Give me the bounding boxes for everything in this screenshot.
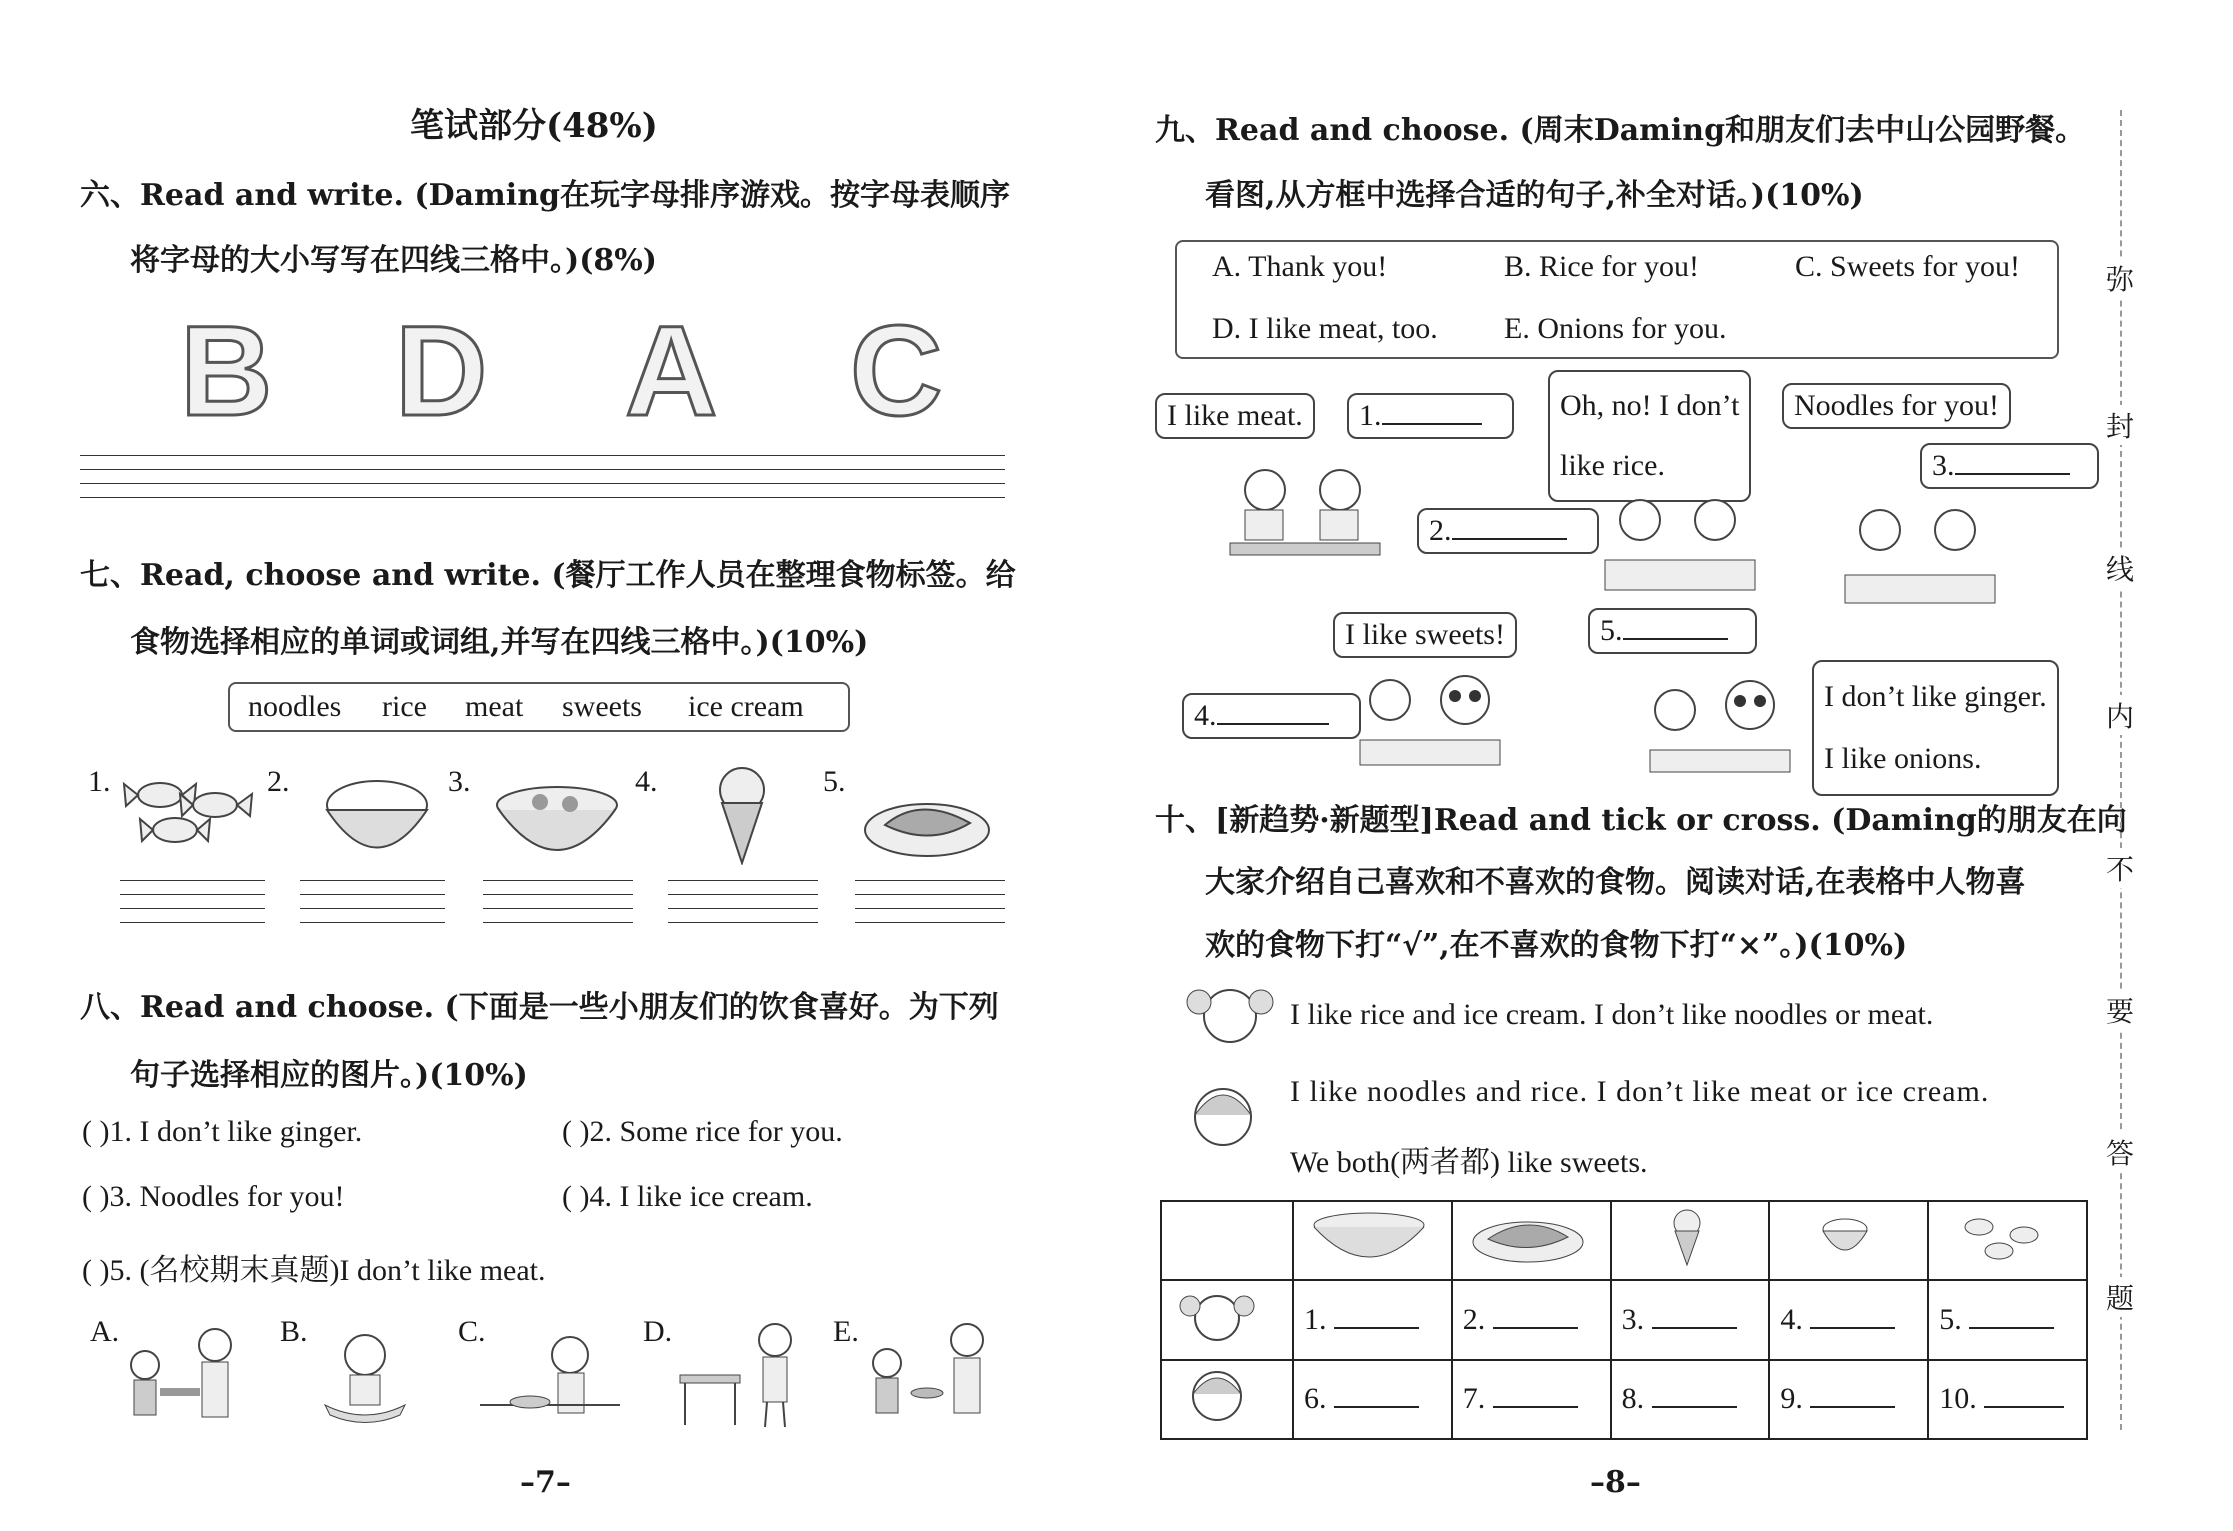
answer-table <box>1160 1200 2088 1440</box>
blank-1-label: 1. <box>1359 399 1382 432</box>
letter-cookies <box>170 300 990 430</box>
bubble-ginger-onions <box>1812 660 2059 796</box>
meat-icon <box>1463 1207 1593 1267</box>
choice-c: C. Sweets for you! <box>1795 250 2020 283</box>
bubble-oh-no-line2: like rice. <box>1560 449 1665 482</box>
q8-item-3[interactable]: ( )3. Noodles for you! <box>82 1180 345 1213</box>
word-rice: rice <box>382 690 427 723</box>
q7-num-5: 5. <box>823 765 846 798</box>
header-ice-cream <box>1611 1201 1770 1280</box>
q6-writing-lines[interactable] <box>80 455 1005 511</box>
seal-char-8: 题 <box>2106 1277 2134 1317</box>
girl-1-avatar <box>1185 978 1275 1048</box>
cell-4[interactable] <box>1769 1280 1928 1359</box>
bubble-noodles-for-you: Noodles for you! <box>1782 383 2011 429</box>
q8-item-2[interactable]: ( )2. Some rice for you. <box>562 1115 843 1148</box>
q8-option-a: A. <box>90 1315 120 1348</box>
q10-title: 十、[新趋势·新题型]Read and tick or cross. (Daming的朋友在向 <box>1155 803 2127 838</box>
page-heading: 笔试部分(48%) <box>410 106 658 146</box>
q7-num-3: 3. <box>448 765 471 798</box>
q10-instruction-2: 欢的食物下打“√”,在不喜欢的食物下打“×”。)(10%) <box>1205 928 1908 963</box>
letter-c: C <box>850 300 943 430</box>
q7-num-1: 1. <box>88 765 111 798</box>
q10-sentence-1: I like rice and ice cream. I don’t like noodles or meat. <box>1290 998 1934 1031</box>
seal-char-3: 线 <box>2106 548 2134 588</box>
word-sweets: sweets <box>562 690 642 723</box>
q8-option-e: E. <box>833 1315 859 1348</box>
letter-b: B <box>180 300 273 430</box>
q10-instruction-1: 大家介绍自己喜欢和不喜欢的食物。阅读对话,在表格中人物喜 <box>1205 865 2026 900</box>
meat-plate-icon <box>860 785 995 860</box>
cell-8[interactable] <box>1611 1360 1770 1439</box>
cell-10-label: 10. <box>1939 1382 1977 1416</box>
rice-bowl-icon <box>320 770 435 865</box>
cell-1[interactable] <box>1293 1280 1452 1359</box>
blank-4-label: 4. <box>1194 699 1217 732</box>
cell-7[interactable] <box>1452 1360 1611 1439</box>
bubble-blank-5[interactable] <box>1588 608 1757 654</box>
cell-1-label: 1. <box>1304 1302 1327 1336</box>
cell-5-label: 5. <box>1939 1302 1962 1336</box>
seal-char-1: 弥 <box>2106 258 2134 298</box>
bubble-blank-3[interactable] <box>1920 443 2099 489</box>
bubble-onions-line: I like onions. <box>1824 742 1982 775</box>
cell-9-label: 9. <box>1780 1382 1803 1416</box>
sweets-icon <box>1939 1207 2069 1267</box>
seal-char-5: 不 <box>2106 848 2134 888</box>
cell-3-label: 3. <box>1621 1302 1645 1336</box>
blank-5-label: 5. <box>1600 614 1623 647</box>
q8-option-b: B. <box>280 1315 308 1348</box>
choice-e: E. Onions for you. <box>1504 312 1727 345</box>
row1-avatar <box>1161 1280 1293 1359</box>
picture-b-icon <box>305 1320 425 1430</box>
q6-instruction: 将字母的大小写写在四线三格中。)(8%) <box>130 243 657 278</box>
q7-lines-2[interactable] <box>300 880 445 936</box>
picture-c-icon <box>470 1320 630 1430</box>
girl-2-avatar <box>1188 1075 1258 1160</box>
cell-2[interactable] <box>1452 1280 1611 1359</box>
q7-lines-3[interactable] <box>483 880 633 936</box>
seal-line <box>2120 110 2122 1430</box>
word-noodles: noodles <box>248 690 342 723</box>
noodles-icon <box>1304 1207 1434 1267</box>
choice-a: A. Thank you! <box>1212 250 1388 283</box>
q10-sentence-2: I like noodles and rice. I don’t like meat or ice cream. <box>1290 1075 1990 1108</box>
cell-6-label: 6. <box>1304 1382 1327 1416</box>
picture-e-icon <box>862 1318 1002 1428</box>
picture-a-icon <box>120 1320 250 1430</box>
header-meat <box>1452 1201 1611 1280</box>
q6-title: 六、Read and write. (Daming在玩字母排序游戏。按字母表顺序 <box>80 178 1010 213</box>
q8-item-4[interactable]: ( )4. I like ice cream. <box>562 1180 813 1213</box>
noodles-bowl-icon <box>490 780 625 870</box>
q8-item-5[interactable]: ( )5. (名校期末真题)I don’t like meat. <box>82 1254 546 1287</box>
bubble-blank-1[interactable] <box>1347 393 1514 439</box>
header-rice <box>1769 1201 1928 1280</box>
cell-3[interactable] <box>1611 1280 1770 1359</box>
q7-instruction: 食物选择相应的单词或词组,并写在四线三格中。)(10%) <box>130 625 869 660</box>
rice-icon <box>1780 1207 1910 1267</box>
bubble-i-like-meat: I like meat. <box>1155 393 1315 439</box>
q8-item-1[interactable]: ( )1. I don’t like ginger. <box>82 1115 363 1148</box>
q8-instruction: 句子选择相应的图片。)(10%) <box>130 1058 528 1093</box>
q9-instruction: 看图,从方框中选择合适的句子,补全对话。)(10%) <box>1205 178 1864 213</box>
sweets-icon <box>120 770 270 850</box>
seal-char-2: 封 <box>2106 405 2134 445</box>
cell-2-label: 2. <box>1462 1302 1486 1336</box>
cell-8-label: 8. <box>1621 1382 1645 1416</box>
q7-title: 七、Read, choose and write. (餐厅工作人员在整理食物标签。给 <box>80 558 1016 593</box>
word-box <box>228 682 850 732</box>
row2-avatar <box>1161 1360 1293 1439</box>
blank-3-label: 3. <box>1932 449 1955 482</box>
scene-3-icon <box>1840 500 2000 610</box>
scene-4-icon <box>1355 660 1505 770</box>
scene-5-icon <box>1645 665 1795 775</box>
bubble-oh-no <box>1548 370 1751 502</box>
header-sweets <box>1928 1201 2087 1280</box>
bubble-ginger-line: I don’t like ginger. <box>1824 680 2047 713</box>
bubble-blank-4[interactable] <box>1182 693 1361 739</box>
page-number-left: –7– <box>520 1465 571 1500</box>
scene-1-icon <box>1225 455 1385 565</box>
letter-d: D <box>395 300 488 430</box>
header-noodles <box>1293 1201 1452 1280</box>
word-meat: meat <box>465 690 524 723</box>
bubble-blank-2[interactable] <box>1417 508 1599 554</box>
table-corner <box>1161 1201 1293 1280</box>
bubble-i-like-sweets: I like sweets! <box>1333 612 1517 658</box>
q9-title: 九、Read and choose. (周末Daming和朋友们去中山公园野餐。 <box>1155 113 2086 148</box>
cell-4-label: 4. <box>1780 1302 1803 1336</box>
letter-a: A <box>625 300 718 430</box>
seal-char-4: 内 <box>2106 695 2134 735</box>
cell-10[interactable] <box>1928 1360 2087 1439</box>
blank-2-label: 2. <box>1429 514 1452 547</box>
q7-lines-5[interactable] <box>855 880 1005 936</box>
cell-6[interactable] <box>1293 1360 1452 1439</box>
q7-lines-1[interactable] <box>120 880 265 936</box>
picture-d-icon <box>675 1315 805 1430</box>
q8-title: 八、Read and choose. (下面是一些小朋友们的饮食喜好。为下列 <box>80 990 999 1025</box>
seal-char-6: 要 <box>2106 990 2134 1030</box>
choice-b: B. Rice for you! <box>1504 250 1699 283</box>
seal-char-7: 答 <box>2106 1132 2134 1172</box>
q8-option-d: D. <box>643 1315 673 1348</box>
ice-cream-icon <box>1622 1207 1752 1267</box>
choice-d: D. I like meat, too. <box>1212 312 1438 345</box>
girl-1-icon <box>1172 1286 1262 1346</box>
page-number-right: –8– <box>1590 1465 1641 1500</box>
q7-num-4: 4. <box>635 765 658 798</box>
bubble-oh-no-line1: Oh, no! I don’t <box>1560 389 1740 422</box>
cell-9[interactable] <box>1769 1360 1928 1439</box>
cell-7-label: 7. <box>1462 1382 1486 1416</box>
word-ice-cream: ice cream <box>688 690 804 723</box>
ice-cream-icon <box>712 765 772 865</box>
girl-2-icon <box>1172 1364 1262 1426</box>
q10-sentence-3: We both(两者都) like sweets. <box>1290 1146 1648 1179</box>
choice-box <box>1175 240 2059 359</box>
q7-lines-4[interactable] <box>668 880 818 936</box>
q8-option-c: C. <box>458 1315 486 1348</box>
scene-2-icon <box>1600 490 1760 600</box>
cell-5[interactable] <box>1928 1280 2087 1359</box>
q7-num-2: 2. <box>267 765 290 798</box>
letter-cookie-art <box>170 300 990 430</box>
